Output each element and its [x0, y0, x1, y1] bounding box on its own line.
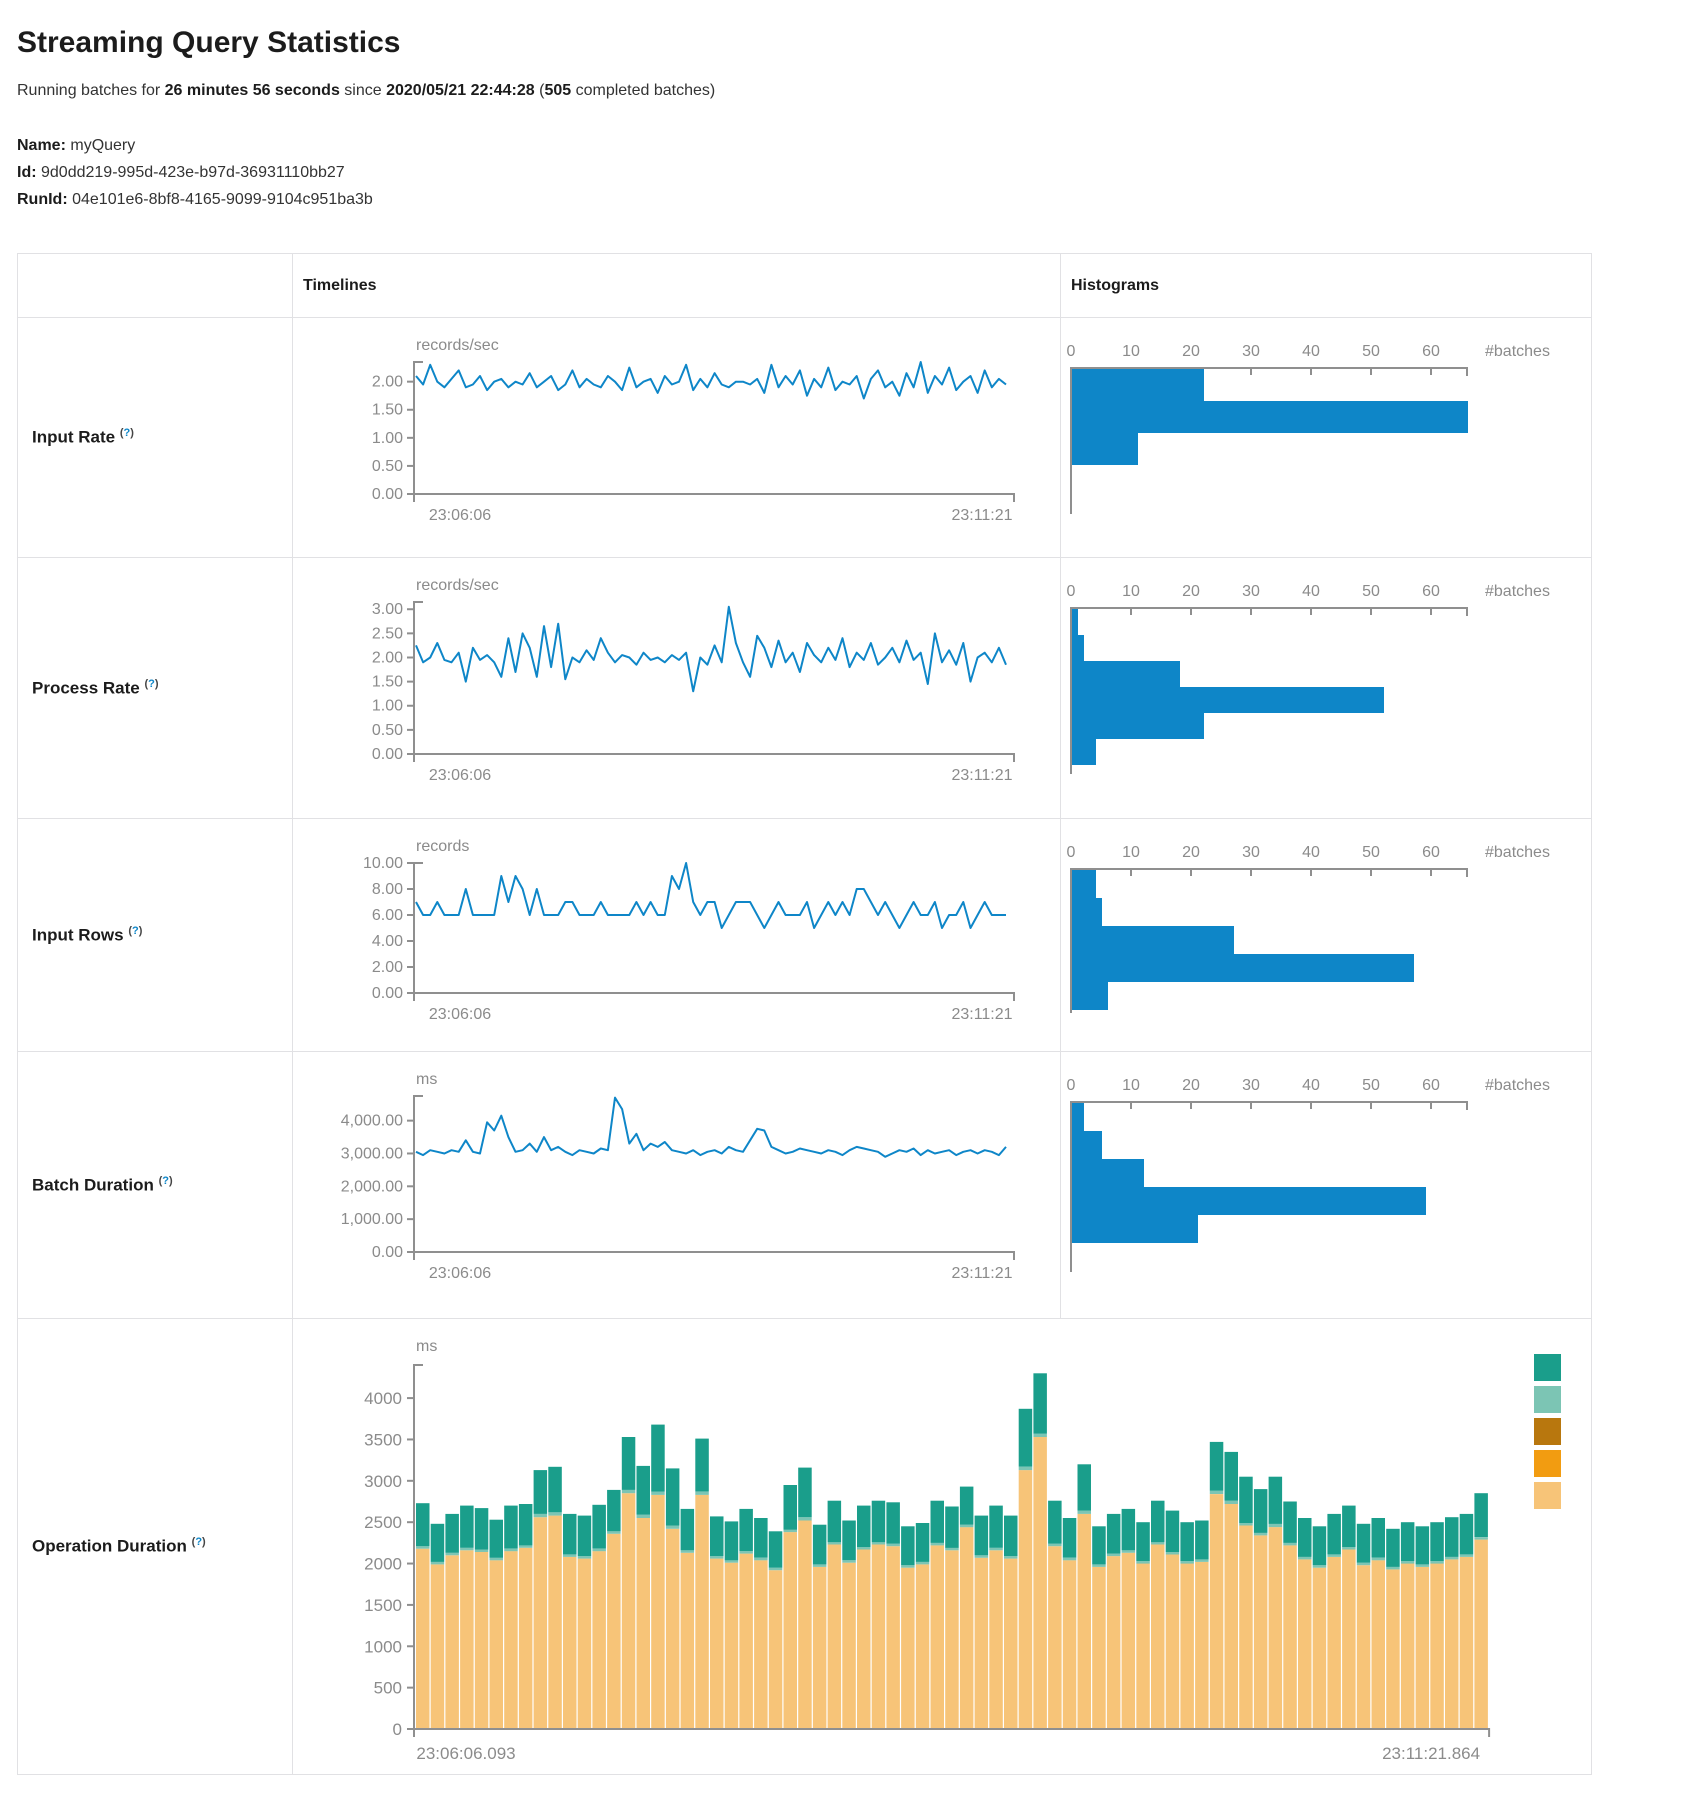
completed-batches-count: 505 [544, 82, 572, 99]
start-timestamp: 2020/05/21 22:44:28 [386, 82, 535, 99]
svg-text:1.00: 1.00 [371, 697, 403, 715]
input-rows-row [18, 819, 1592, 1052]
input-rows-label: Input Rows (?) [18, 819, 293, 1052]
svg-text:20: 20 [1182, 583, 1200, 600]
histograms-column-header: Histograms [1061, 254, 1592, 318]
svg-text:1000: 1000 [364, 1637, 402, 1657]
svg-text:60: 60 [1422, 343, 1440, 360]
svg-text:10: 10 [1122, 583, 1140, 600]
input-rows-histogram-chart[interactable] [1061, 829, 1589, 1039]
svg-text:23:11:21: 23:11:21 [951, 767, 1013, 784]
svg-text:20: 20 [1182, 844, 1200, 861]
svg-text:1.50: 1.50 [371, 673, 403, 691]
svg-text:0.00: 0.00 [371, 1244, 403, 1261]
process-rate-help-icon[interactable]: (?) [144, 677, 159, 690]
legend-color-swatch [1534, 1450, 1561, 1477]
svg-text:3,000.00: 3,000.00 [340, 1145, 403, 1163]
svg-text:ms: ms [416, 1338, 438, 1355]
svg-text:0: 0 [392, 1720, 402, 1739]
query-name-label: Name: [17, 137, 66, 154]
svg-text:records/sec: records/sec [416, 337, 499, 354]
svg-text:23:11:21: 23:11:21 [951, 507, 1013, 524]
svg-text:0: 0 [1066, 343, 1076, 360]
metric-column-header [18, 254, 293, 318]
summary-suffix: completed batches) [571, 82, 716, 99]
svg-text:60: 60 [1422, 844, 1440, 861]
input-rows-histogram-cell [1061, 819, 1592, 1052]
operation-duration-legend [1534, 1354, 1561, 1514]
svg-text:23:11:21.864: 23:11:21.864 [1382, 1744, 1481, 1763]
svg-text:records/sec: records/sec [416, 577, 499, 594]
svg-text:4.00: 4.00 [371, 933, 403, 950]
svg-text:0.50: 0.50 [371, 721, 403, 739]
svg-text:30: 30 [1242, 844, 1260, 861]
timelines-column-header: Timelines [293, 254, 1061, 318]
query-id-value: 9d0dd219-995d-423e-b97d-36931110bb27 [41, 164, 345, 181]
svg-text:40: 40 [1302, 1077, 1320, 1094]
input-rate-histogram-cell [1061, 318, 1592, 558]
svg-text:0.00: 0.00 [371, 486, 403, 503]
operation-duration-row [18, 1319, 1592, 1775]
running-duration: 26 minutes 56 seconds [164, 82, 340, 99]
statistics-table [17, 253, 1592, 1775]
input-rate-help-icon[interactable]: (?) [119, 427, 134, 440]
svg-text:10: 10 [1122, 343, 1140, 360]
process-rate-label: Process Rate (?) [18, 558, 293, 819]
query-runid-value: 04e101e6-8bf8-4165-9099-9104c951ba3b [72, 191, 373, 208]
batch-duration-timeline-chart[interactable] [293, 1062, 1053, 1288]
svg-text:0.00: 0.00 [371, 985, 403, 1002]
svg-text:0: 0 [1066, 583, 1076, 600]
svg-text:30: 30 [1242, 343, 1260, 360]
input-rows-timeline-chart[interactable] [293, 829, 1053, 1029]
svg-text:23:06:06: 23:06:06 [428, 1006, 492, 1023]
query-name-value: myQuery [70, 137, 136, 154]
svg-text:1,000.00: 1,000.00 [340, 1211, 403, 1229]
svg-text:20: 20 [1182, 1077, 1200, 1094]
svg-text:23:11:21: 23:11:21 [951, 1265, 1013, 1282]
input-rows-timeline-cell [293, 819, 1061, 1052]
svg-text:10.00: 10.00 [362, 855, 403, 872]
svg-text:2.00: 2.00 [371, 959, 403, 976]
svg-text:#batches: #batches [1485, 844, 1550, 861]
input-rate-timeline-chart[interactable] [293, 328, 1053, 530]
svg-text:20: 20 [1182, 343, 1200, 360]
table-header-row [18, 254, 1592, 318]
legend-color-swatch [1534, 1386, 1561, 1413]
svg-text:0: 0 [1066, 844, 1076, 861]
process-rate-timeline-cell [293, 558, 1061, 819]
svg-text:records: records [416, 838, 470, 855]
svg-text:3.00: 3.00 [371, 601, 403, 619]
query-id-line [17, 159, 1676, 186]
svg-text:6.00: 6.00 [371, 907, 403, 924]
query-id-label: Id: [17, 164, 37, 181]
svg-text:60: 60 [1422, 1077, 1440, 1094]
svg-text:40: 40 [1302, 343, 1320, 360]
process-rate-row [18, 558, 1592, 819]
operation-duration-stacked-chart[interactable] [293, 1329, 1593, 1769]
svg-text:10: 10 [1122, 844, 1140, 861]
svg-text:4,000.00: 4,000.00 [340, 1112, 403, 1130]
svg-text:23:11:21: 23:11:21 [951, 1006, 1013, 1023]
input-rows-help-icon[interactable]: (?) [128, 924, 143, 937]
query-info [17, 132, 1676, 213]
summary-prefix: Running batches for [17, 82, 165, 99]
svg-text:3500: 3500 [364, 1430, 402, 1450]
running-batches-summary [17, 82, 1676, 100]
operation-duration-label: Operation Duration (?) [18, 1319, 293, 1775]
input-rate-histogram-chart[interactable] [1061, 328, 1589, 540]
svg-text:23:06:06: 23:06:06 [428, 767, 492, 784]
page-title: Streaming Query Statistics [17, 26, 401, 59]
batch-duration-help-icon[interactable]: (?) [158, 1174, 173, 1187]
process-rate-histogram-cell [1061, 558, 1592, 819]
svg-text:23:06:06: 23:06:06 [428, 1265, 492, 1282]
legend-color-swatch [1534, 1482, 1561, 1509]
operation-duration-chart-cell [293, 1319, 1592, 1775]
query-runid-line [17, 186, 1676, 213]
svg-text:2500: 2500 [364, 1513, 402, 1533]
svg-text:ms: ms [416, 1071, 438, 1088]
batch-duration-label: Batch Duration (?) [18, 1052, 293, 1319]
svg-text:40: 40 [1302, 583, 1320, 600]
query-name-line [17, 132, 1676, 159]
input-rate-label: Input Rate (?) [18, 318, 293, 558]
svg-text:0.00: 0.00 [371, 746, 403, 763]
process-rate-timeline-chart[interactable] [293, 568, 1053, 790]
svg-text:50: 50 [1362, 1077, 1380, 1094]
svg-text:40: 40 [1302, 844, 1320, 861]
process-rate-histogram-chart[interactable] [1061, 568, 1589, 800]
summary-mid: since [339, 82, 387, 99]
svg-text:0.50: 0.50 [371, 457, 403, 475]
svg-text:1.00: 1.00 [371, 429, 403, 447]
svg-text:0: 0 [1066, 1077, 1076, 1094]
svg-text:60: 60 [1422, 583, 1440, 600]
svg-text:#batches: #batches [1485, 1077, 1550, 1094]
svg-text:3000: 3000 [364, 1471, 402, 1491]
svg-text:30: 30 [1242, 1077, 1260, 1094]
svg-text:8.00: 8.00 [371, 881, 403, 898]
svg-text:30: 30 [1242, 583, 1260, 600]
svg-text:23:06:06: 23:06:06 [428, 507, 492, 524]
svg-text:1500: 1500 [364, 1595, 402, 1615]
svg-text:10: 10 [1122, 1077, 1140, 1094]
batch-duration-histogram-chart[interactable] [1061, 1062, 1589, 1298]
svg-text:500: 500 [373, 1678, 402, 1698]
svg-text:2000: 2000 [364, 1554, 402, 1574]
svg-text:2.50: 2.50 [371, 625, 403, 643]
svg-text:2.00: 2.00 [371, 649, 403, 667]
svg-text:50: 50 [1362, 583, 1380, 600]
legend-color-swatch [1534, 1354, 1561, 1381]
svg-text:2.00: 2.00 [371, 373, 403, 391]
svg-text:2,000.00: 2,000.00 [340, 1178, 403, 1196]
input-rate-timeline-cell [293, 318, 1061, 558]
svg-text:50: 50 [1362, 844, 1380, 861]
svg-text:1.50: 1.50 [371, 401, 403, 419]
svg-text:#batches: #batches [1485, 343, 1550, 360]
batch-duration-histogram-cell [1061, 1052, 1592, 1319]
legend-color-swatch [1534, 1418, 1561, 1445]
operation-duration-help-icon[interactable]: (?) [191, 1536, 206, 1549]
input-rate-row [18, 318, 1592, 558]
svg-text:#batches: #batches [1485, 583, 1550, 600]
batch-duration-timeline-cell [293, 1052, 1061, 1319]
svg-text:4000: 4000 [364, 1389, 402, 1409]
svg-text:23:06:06.093: 23:06:06.093 [416, 1744, 516, 1763]
summary-paren: ( [534, 82, 545, 99]
query-runid-label: RunId: [17, 191, 68, 208]
batch-duration-row [18, 1052, 1592, 1319]
svg-text:50: 50 [1362, 343, 1380, 360]
